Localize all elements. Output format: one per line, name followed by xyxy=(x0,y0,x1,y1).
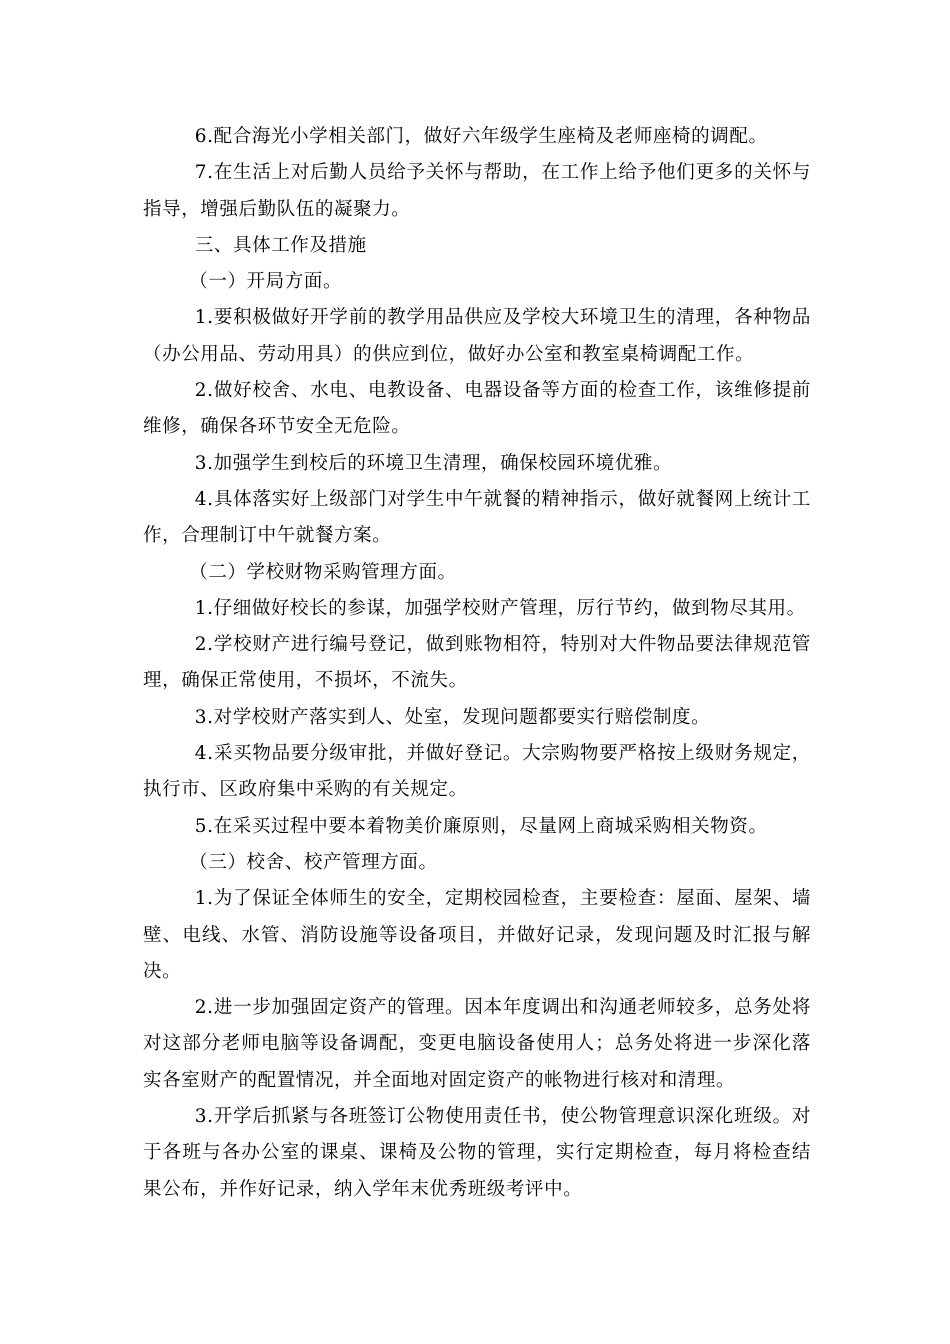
section-heading-3: 三、具体工作及措施 xyxy=(194,234,367,256)
paragraph-facilities-1: 1.为了保证全体师生的安全，定期校园检查，主要检查：屋面、屋架、墙壁、电线、水管、消防设施等设备项目，并做好记录，发现问题及时汇报与解决。 xyxy=(143,888,811,982)
paragraph-procurement-3: 3.对学校财产落实到人、处室，发现问题都要实行赔偿制度。 xyxy=(194,706,711,728)
paragraph-procurement-2: 2.学校财产进行编号登记，做到账物相符，特别对大件物品要法律规范管理，确保正常使用，不损坏，不流失。 xyxy=(143,634,811,692)
paragraph-opening-2: 2.做好校舍、水电、电教设备、电器设备等方面的检查工作，该维修提前维修，确保各环节安全无危险。 xyxy=(143,380,811,438)
paragraph-opening-3: 3.加强学生到校后的环境卫生清理，确保校园环境优雅。 xyxy=(194,452,673,474)
subsection-heading-1: （一）开局方面。 xyxy=(189,271,343,293)
document-body xyxy=(143,119,811,1208)
paragraph-item-6: 6.配合海光小学相关部门，做好六年级学生座椅及老师座椅的调配。 xyxy=(194,126,768,147)
paragraph-opening-4: 4.具体落实好上级部门对学生中午就餐的精神指示，做好就餐网上统计工作，合理制订中午就餐方案。 xyxy=(143,488,811,547)
paragraph-procurement-5: 5.在采买过程中要本着物美价廉原则，尽量网上商城采购相关物资。 xyxy=(194,815,768,837)
paragraph-opening-1: 1.要积极做好开学前的教学用品供应及学校大环境卫生的清理，各种物品（办公用品、劳动用具）的供应到位，做好办公室和教室桌椅调配工作。 xyxy=(143,307,811,365)
paragraph-procurement-4: 4.采买物品要分级审批，并做好登记。大宗购物要严格按上级财务规定，执行市、区政府集中采购的有关规定。 xyxy=(143,743,811,801)
subsection-heading-2: （二）学校财物采购管理方面。 xyxy=(189,561,457,583)
paragraph-facilities-2: 2.进一步加强固定资产的管理。因本年度调出和沟通老师较多，总务处将对这部分老师电脑等设备调配，变更电脑设备使用人；总务处将进一步深化落实各室财产的配置情况，并全面地对固定资产的帐物进行核对和清理。 xyxy=(143,997,811,1091)
paragraph-procurement-1: 1.仔细做好校长的参谋，加强学校财产管理，厉行节约，做到物尽其用。 xyxy=(194,597,806,619)
paragraph-item-7: 7.在生活上对后勤人员给予关怀与帮助，在工作上给予他们更多的关怀与指导，增强后勤队伍的凝聚力。 xyxy=(143,162,811,220)
paragraph-facilities-3: 3.开学后抓紧与各班签订公物使用责任书，使公物管理意识深化班级。对于各班与各办公室的课桌、课椅及公物的管理，实行定期检查，每月将检查结果公布，并作好记录，纳入学年末优秀班级考评中。 xyxy=(143,1106,811,1200)
subsection-heading-3: （三）校舍、校产管理方面。 xyxy=(189,851,438,873)
